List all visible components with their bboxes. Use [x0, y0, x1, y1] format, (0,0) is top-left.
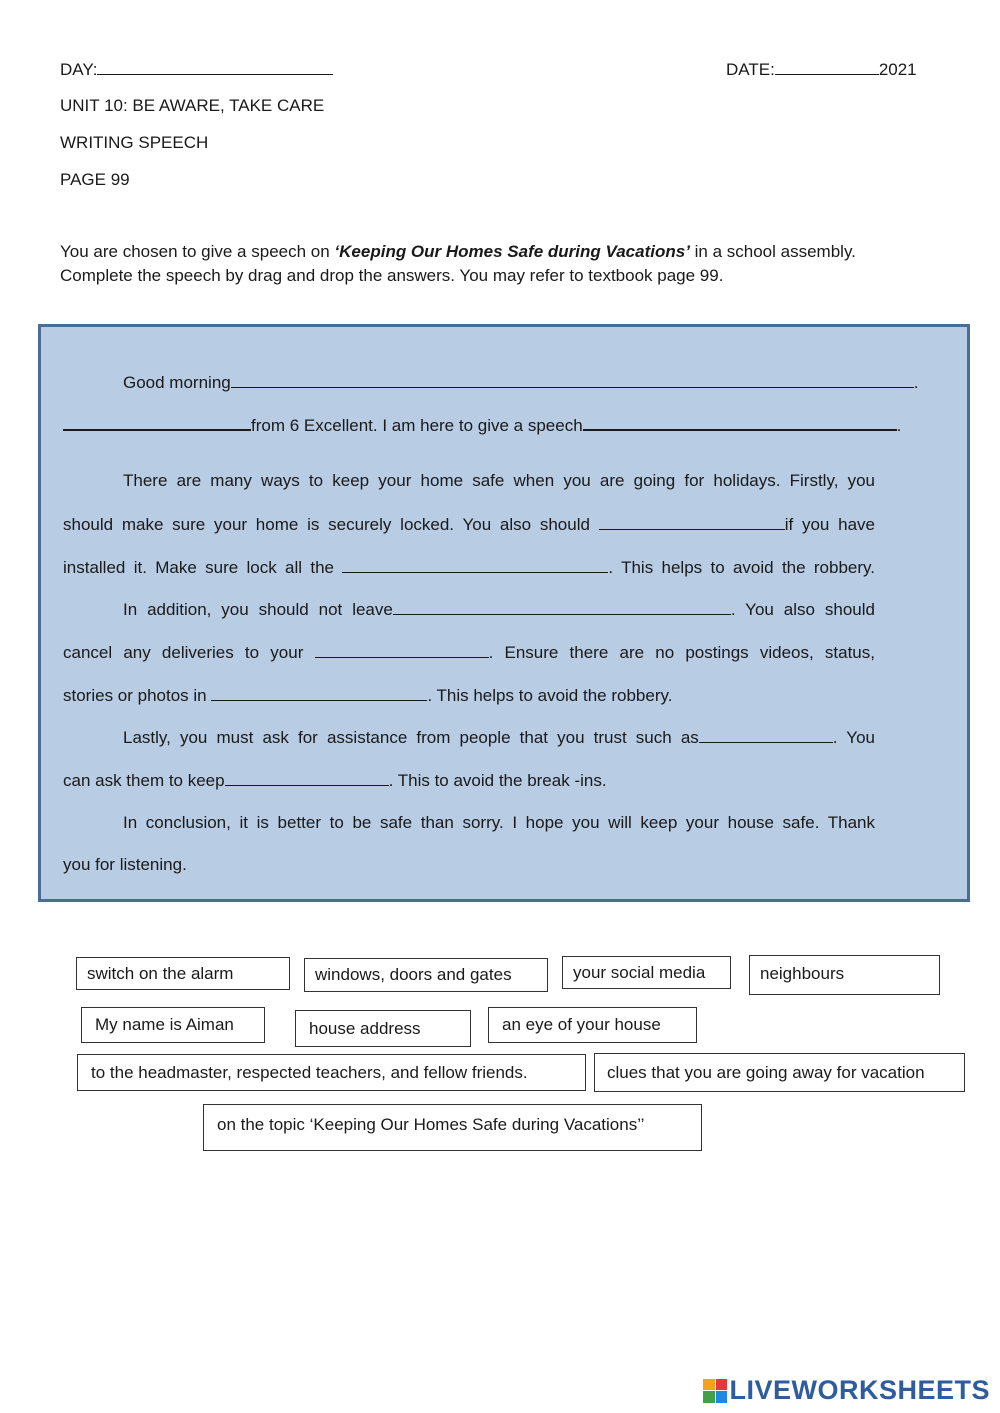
answer-neighbours[interactable]: neighbours — [749, 955, 940, 995]
answer-your-social-media[interactable]: your social media — [562, 956, 731, 989]
date-label: DATE: — [726, 60, 775, 79]
speech-text: installed it. Make sure lock all the — [63, 558, 335, 577]
answer-windows-doors-gates[interactable]: windows, doors and gates — [304, 958, 548, 992]
section-title: WRITING SPEECH — [60, 133, 209, 152]
drop-blank-clues[interactable] — [393, 598, 731, 615]
day-blank — [97, 60, 333, 75]
drop-blank-windows[interactable] — [342, 556, 608, 573]
answer-an-eye-of-your-house[interactable]: an eye of your house — [488, 1007, 697, 1043]
speech-text: from 6 Excellent. I am here to give a speech — [251, 416, 583, 435]
answer-on-the-topic[interactable]: on the topic ‘Keeping Our Homes Safe during Vacations’’ — [203, 1104, 702, 1151]
drop-blank-social[interactable] — [211, 684, 427, 701]
instructions-topic: ‘Keeping Our Homes Safe during Vacations’ — [334, 242, 690, 261]
drop-blank-eye[interactable] — [225, 769, 389, 786]
speech-line-12: you for listening. — [63, 855, 187, 874]
instructions-line-1 — [60, 240, 856, 264]
speech-text: cancel any deliveries to your — [63, 643, 304, 662]
instructions-line-2: Complete the speech by drag and drop the answers. You may refer to textbook page 99. — [60, 266, 724, 285]
answer-my-name-is-aiman[interactable]: My name is Aiman — [81, 1007, 265, 1043]
date-year: 2021 — [878, 60, 917, 79]
instructions — [60, 240, 856, 288]
speech-text: stories or photos in — [63, 686, 207, 705]
speech-text: . You also should — [730, 600, 875, 619]
answer-house-address[interactable]: house address — [295, 1010, 471, 1047]
speech-text: . — [913, 373, 919, 392]
speech-text: . This helps to avoid the robbery. — [427, 686, 673, 705]
liveworksheets-logo — [703, 1375, 990, 1406]
speech-text: In addition, you should not leave — [123, 600, 393, 619]
speech-box — [38, 324, 970, 902]
speech-text: . This to avoid the break -ins. — [388, 771, 607, 790]
drop-blank-name[interactable] — [63, 413, 251, 431]
speech-text: . Ensure there are no postings videos, status, — [488, 643, 875, 662]
drop-blank-address[interactable] — [315, 641, 489, 658]
liveworksheets-logo-icon — [703, 1379, 727, 1403]
answer-switch-on-the-alarm[interactable]: switch on the alarm — [76, 957, 290, 990]
speech-line-5 — [63, 556, 875, 578]
drop-blank-topic[interactable] — [583, 413, 897, 431]
logo-square — [716, 1379, 728, 1391]
answer-clues-going-away[interactable]: clues that you are going away for vacation — [594, 1053, 965, 1092]
speech-line-4 — [63, 513, 875, 535]
speech-line-10 — [63, 769, 875, 792]
speech-line-3: There are many ways to keep your home safe when you are going for holidays. Firstly, you — [123, 471, 875, 490]
liveworksheets-wordmark: LIVEWORKSHEETS — [729, 1375, 990, 1405]
day-label: DAY: — [60, 60, 98, 79]
speech-text: Good morning — [123, 373, 231, 392]
speech-text: should make sure your home is securely locked. You also should — [63, 515, 590, 534]
speech-text: if you have — [784, 515, 875, 534]
speech-line-11: In conclusion, it is better to be safe than sorry. I hope you will keep your house safe. Thank — [123, 813, 875, 832]
speech-text: . This helps to avoid the robbery. — [608, 558, 875, 577]
instructions-text-2: in a school assembly. — [689, 242, 856, 261]
drop-blank-greeting[interactable] — [231, 371, 914, 388]
speech-line-2 — [63, 413, 902, 437]
answer-to-the-headmaster[interactable]: to the headmaster, respected teachers, and fellow friends. — [77, 1054, 586, 1091]
speech-text: Lastly, you must ask for assistance from people that you trust such as — [123, 728, 699, 747]
instructions-text: You are chosen to give a speech on — [60, 242, 335, 261]
speech-line-7 — [63, 641, 875, 663]
unit-title: UNIT 10: BE AWARE, TAKE CARE — [60, 96, 325, 115]
date-line — [726, 60, 917, 80]
speech-text: can ask them to keep — [63, 771, 225, 790]
drop-blank-neighbours[interactable] — [699, 726, 833, 743]
day-line — [60, 60, 333, 80]
logo-square — [703, 1391, 715, 1403]
speech-line-1 — [63, 371, 919, 394]
date-blank — [775, 60, 879, 75]
speech-line-8 — [63, 684, 875, 707]
speech-text: . You — [832, 728, 875, 747]
page-number: PAGE 99 — [60, 170, 130, 189]
speech-line-9 — [63, 726, 875, 748]
speech-line-6 — [63, 598, 875, 620]
logo-square — [716, 1391, 728, 1403]
speech-text: . — [896, 416, 902, 435]
logo-square — [703, 1379, 715, 1391]
drop-blank-alarm[interactable] — [599, 513, 785, 530]
